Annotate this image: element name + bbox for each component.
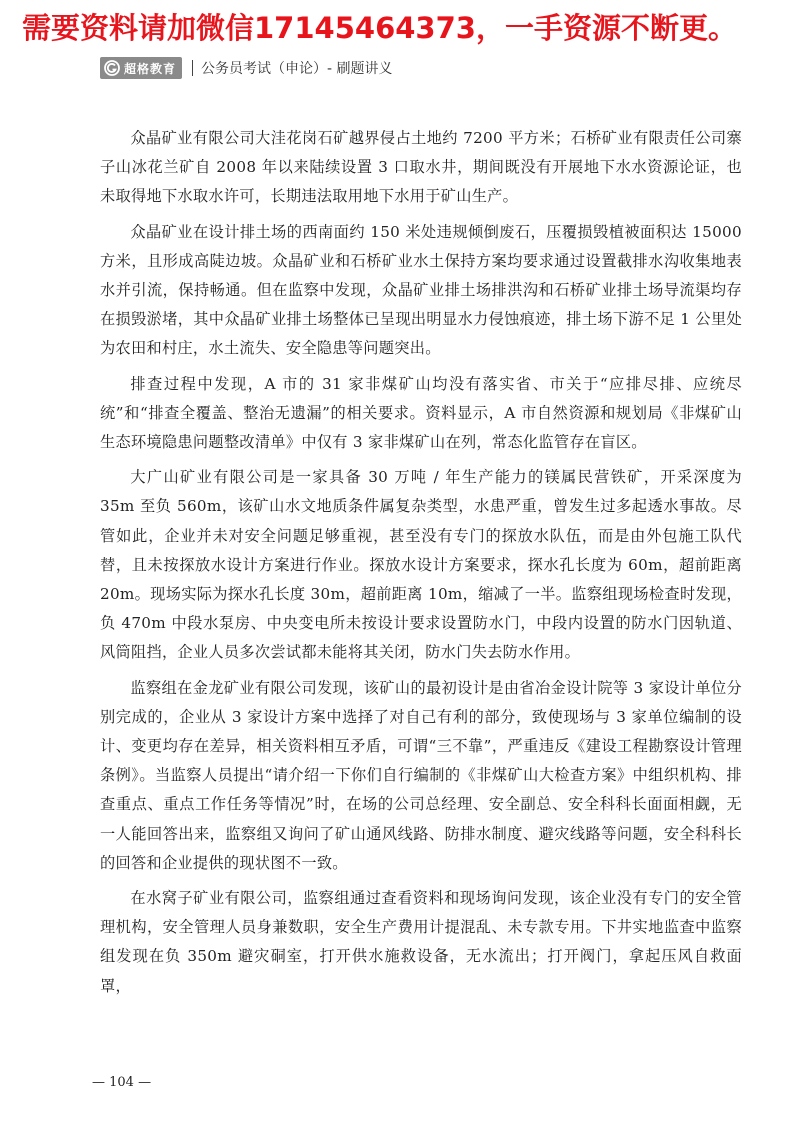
paragraph-5: 监察组在金龙矿业有限公司发现，该矿山的最初设计是由省冶金设计院等 3 家设计单位分别完成的，企业从 3 家设计方案中选择了对自己有利的部分，致使现场与 3 家单位编制的设计、变更均存在差异，相关资料相互矛盾，可谓“三不靠”，严重违反《建设工程勘察设计管理条例》。当监察人员提出“请介绍一下你们自行编制的《非煤矿山大检查方案》中组织机构、排查重点、重点工作任务等情况”时，在场的公司总经理、安全副总、安全科科长面面相觑，无一人能回答出来，监察组又询问了矿山通风线路、防排水制度、避灾线路等问题，安全科科长的回答和企业提供的现状图不一致。 xyxy=(100,678,742,872)
paragraph-3: 排查过程中发现，A 市的 31 家非煤矿山均没有落实省、市关于“应排尽排、应统尽统”和“排查全覆盖、整治无遗漏”的相关要求。资料显示，A 市自然资源和规划局《非煤矿山生态环境隐患问题整改清单》中仅有 3 家非煤矿山在列，常态化监管存在盲区。 xyxy=(100,374,742,452)
page-header xyxy=(100,56,393,80)
header-title: 公务员考试（申论）- 刷题讲义 xyxy=(201,61,393,77)
paragraph-2: 众晶矿业在设计排土场的西南面约 150 米处违规倾倒废石，压覆损毁植被面积达 15000 方米，且形成高陡边坡。众晶矿业和石桥矿业水土保持方案均要求通过设置截排水沟收集地表水并引流，保持畅通。但在监察中发现，众晶矿业排土场排洪沟和石桥矿业排土场导流渠均存在损毁淤堵，其中众晶矿业排土场整体已呈现出明显水力侵蚀痕迹，排土场下游不足 1 公里处为农田和村庄，水土流失、安全隐患等问题突出。 xyxy=(100,222,742,358)
paragraph-6: 在水窝子矿业有限公司，监察组通过查看资料和现场询问发现，该企业没有专门的安全管理机构，安全管理人员身兼数职，安全生产费用计提混乱、未专款专用。下井实地监查中监察组发现在负 350m 避灾硐室，打开供水施救设备，无水流出；打开阀门，拿起压风自救面罩， xyxy=(100,889,742,995)
paragraph-4: 大广山矿业有限公司是一家具备 30 万吨 / 年生产能力的镁属民营铁矿，开采深度为 35m 至负 560m，该矿山水文地质条件属复杂类型，水患严重，曾发生过多起透水事故。尽管如此，企业并未对安全问题足够重视，甚至没有专门的探放水队伍，而是由外包施工队代替，且未按探放水设计方案进行作业。探放水设计方案要求，探水孔长度为 60m，超前距离 20m。现场实际为探水孔长度 30m，超前距离 10m，缩减了一半。监察组现场检查时发现，负 470m 中段水泵房、中央变电所未按设计要求设置防水门，中段内设置的防水门因轨道、风筒阻挡，企业人员多次尝试都未能将其关闭，防水门失去防水作用。 xyxy=(100,468,742,662)
publisher-logo xyxy=(100,57,182,79)
article-body xyxy=(100,124,742,1007)
logo-icon xyxy=(104,60,120,76)
logo-text: 超格教育 xyxy=(124,61,177,76)
header-divider xyxy=(192,60,193,76)
page-number: — 104 — xyxy=(92,1075,152,1090)
watermark-banner: 需要资料请加微信17145464373，一手资源不断更。 xyxy=(22,11,737,45)
paragraph-1: 众晶矿业有限公司大洼花岗石矿越界侵占土地约 7200 平方米；石桥矿业有限责任公司寨子山冰花兰矿自 2008 年以来陆续设置 3 口取水井，期间既没有开展地下水水资源论证，也未取得地下水取水许可，长期违法取用地下水用于矿山生产。 xyxy=(100,129,742,206)
